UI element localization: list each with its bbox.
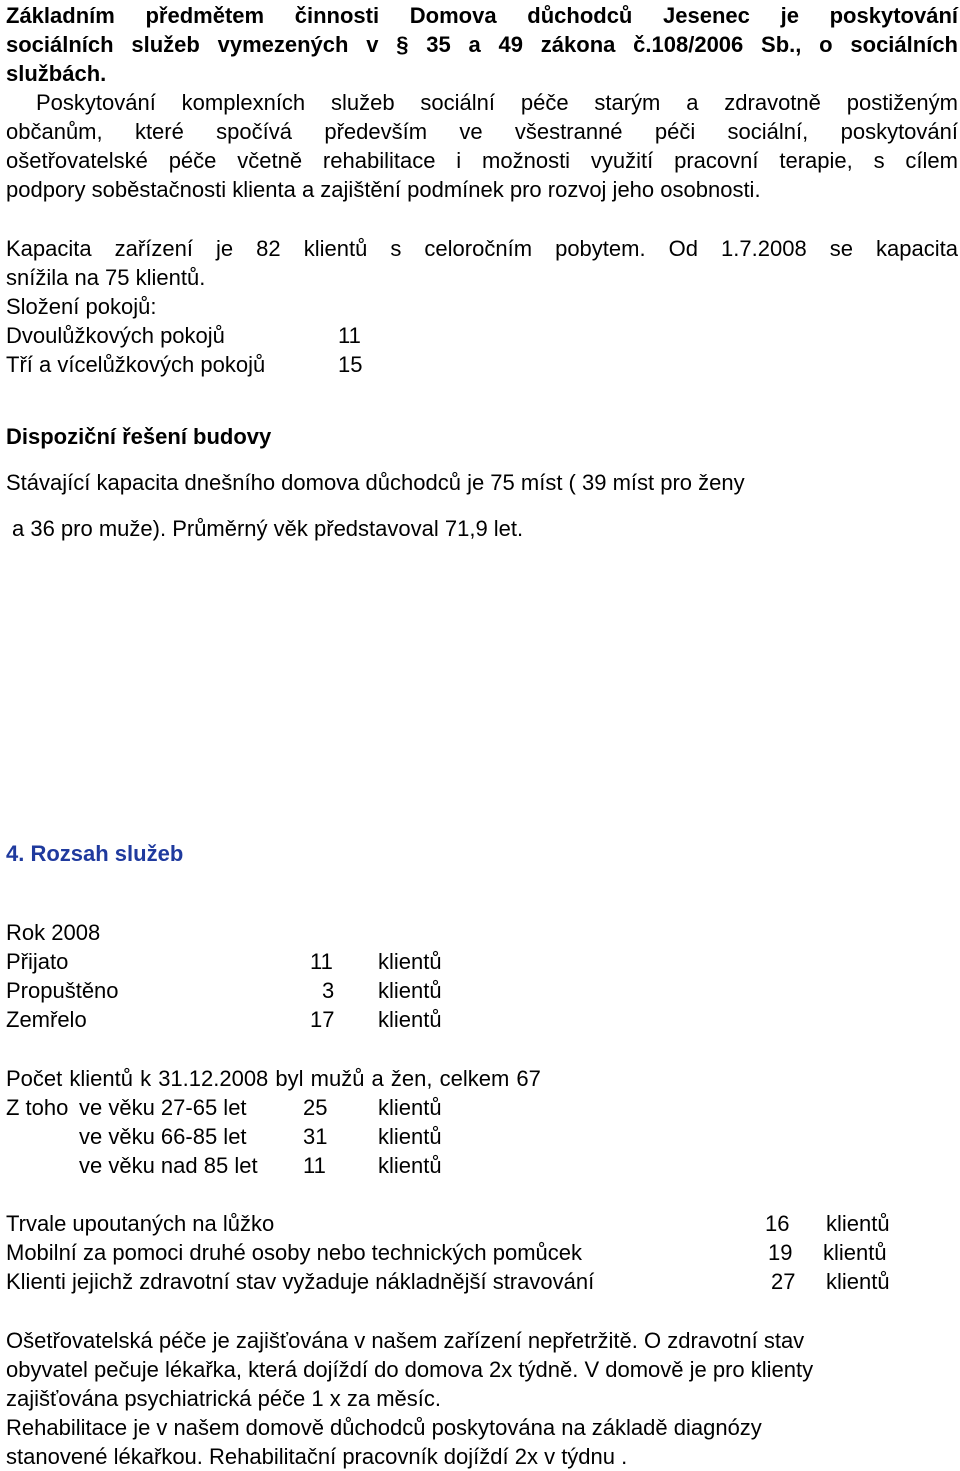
condition-label-2: Mobilní za pomoci druhé osoby nebo technických pomůcek xyxy=(6,1240,582,1265)
age-unit-3: klientů xyxy=(378,1153,442,1178)
movement-value-admitted: 11 xyxy=(310,949,333,974)
movement-unit-died: klientů xyxy=(378,1007,442,1032)
rooms-value-double: 11 xyxy=(338,323,361,348)
age-label-3: ve věku nad 85 let xyxy=(79,1153,258,1178)
age-value-2: 31 xyxy=(303,1124,328,1149)
movement-value-died: 17 xyxy=(310,1007,335,1032)
age-unit-2: klientů xyxy=(378,1124,442,1149)
intro-bold-line-1: Základním předmětem činnosti Domova důchodců Jesenec je poskytování xyxy=(6,3,958,28)
movement-label-released: Propuštěno xyxy=(6,978,119,1003)
condition-label-3: Klienti jejichž zdravotní stav vyžaduje nákladnější stravování xyxy=(6,1269,595,1294)
condition-unit-1: klientů xyxy=(826,1211,890,1236)
rooms-label-multi: Tří a vícelůžkových pokojů xyxy=(6,352,266,377)
movement-label-admitted: Přijato xyxy=(6,949,69,974)
capacity-line-1: Kapacita zařízení je 82 klientů s celoročním pobytem. Od 1.7.2008 se kapacita xyxy=(6,236,958,261)
layout-line-1: Stávající kapacita dnešního domova důchodců je 75 míst ( 39 míst pro ženy xyxy=(6,470,745,495)
services-year: Rok 2008 xyxy=(6,920,101,945)
care-line-2: obyvatel pečuje lékařka, která dojíždí do domova 2x týdně. V domově je pro klienty xyxy=(6,1357,814,1382)
condition-value-2: 19 xyxy=(768,1240,793,1265)
intro-bold-line-3: službách. xyxy=(6,61,107,86)
intro-para-line-1: Poskytování komplexních služeb sociální péče starým a zdravotně postiženým xyxy=(36,90,958,115)
condition-value-3: 27 xyxy=(771,1269,796,1294)
condition-label-1: Trvale upoutaných na lůžko xyxy=(6,1211,275,1236)
care-line-1: Ošetřovatelská péče je zajišťována v našem zařízení nepřetržitě. O zdravotní stav xyxy=(6,1328,805,1353)
age-unit-1: klientů xyxy=(378,1095,442,1120)
layout-heading: Dispoziční řešení budovy xyxy=(6,424,272,449)
condition-value-1: 16 xyxy=(765,1211,790,1236)
age-label-1: ve věku 27-65 let xyxy=(79,1095,247,1120)
intro-para-line-2: občanům, které spočívá především ve všestranné péči sociální, poskytování xyxy=(6,119,958,144)
intro-para-line-4: podpory soběstačnosti klienta a zajištění podmínek pro rozvoj jeho osobnosti. xyxy=(6,177,761,202)
movement-unit-released: klientů xyxy=(378,978,442,1003)
rooms-label-double: Dvoulůžkových pokojů xyxy=(6,323,225,348)
condition-unit-3: klientů xyxy=(826,1269,890,1294)
care-line-5: stanovené lékařkou. Rehabilitační pracovník dojíždí 2x v týdnu . xyxy=(6,1444,628,1469)
age-value-1: 25 xyxy=(303,1095,328,1120)
care-line-3: zajišťována psychiatrická péče 1 x za měsíc. xyxy=(6,1386,441,1411)
age-prefix: Z toho xyxy=(6,1095,69,1120)
client-count-line: Počet klientů k 31.12.2008 byl mužů a žen, celkem 67 xyxy=(6,1066,541,1091)
rooms-value-multi: 15 xyxy=(338,352,363,377)
intro-para-line-3: ošetřovatelské péče včetně rehabilitace i možnosti využití pracovní terapie, s cílem xyxy=(6,148,958,173)
intro-bold-line-2: sociálních služeb vymezených v § 35 a 49 zákona č.108/2006 Sb., o sociálních xyxy=(6,32,958,57)
capacity-line-2: snížila na 75 klientů. xyxy=(6,265,206,290)
rooms-heading: Složení pokojů: xyxy=(6,294,157,319)
age-label-2: ve věku 66-85 let xyxy=(79,1124,247,1149)
movement-label-died: Zemřelo xyxy=(6,1007,87,1032)
layout-line-2: a 36 pro muže). Průměrný věk představoval 71,9 let. xyxy=(12,516,524,541)
age-value-3: 11 xyxy=(303,1153,326,1178)
movement-unit-admitted: klientů xyxy=(378,949,442,974)
movement-value-released: 3 xyxy=(322,978,335,1003)
care-line-4: Rehabilitace je v našem domově důchodců poskytována na základě diagnózy xyxy=(6,1415,762,1440)
condition-unit-2: klientů xyxy=(823,1240,887,1265)
services-heading: 4. Rozsah služeb xyxy=(6,841,184,866)
